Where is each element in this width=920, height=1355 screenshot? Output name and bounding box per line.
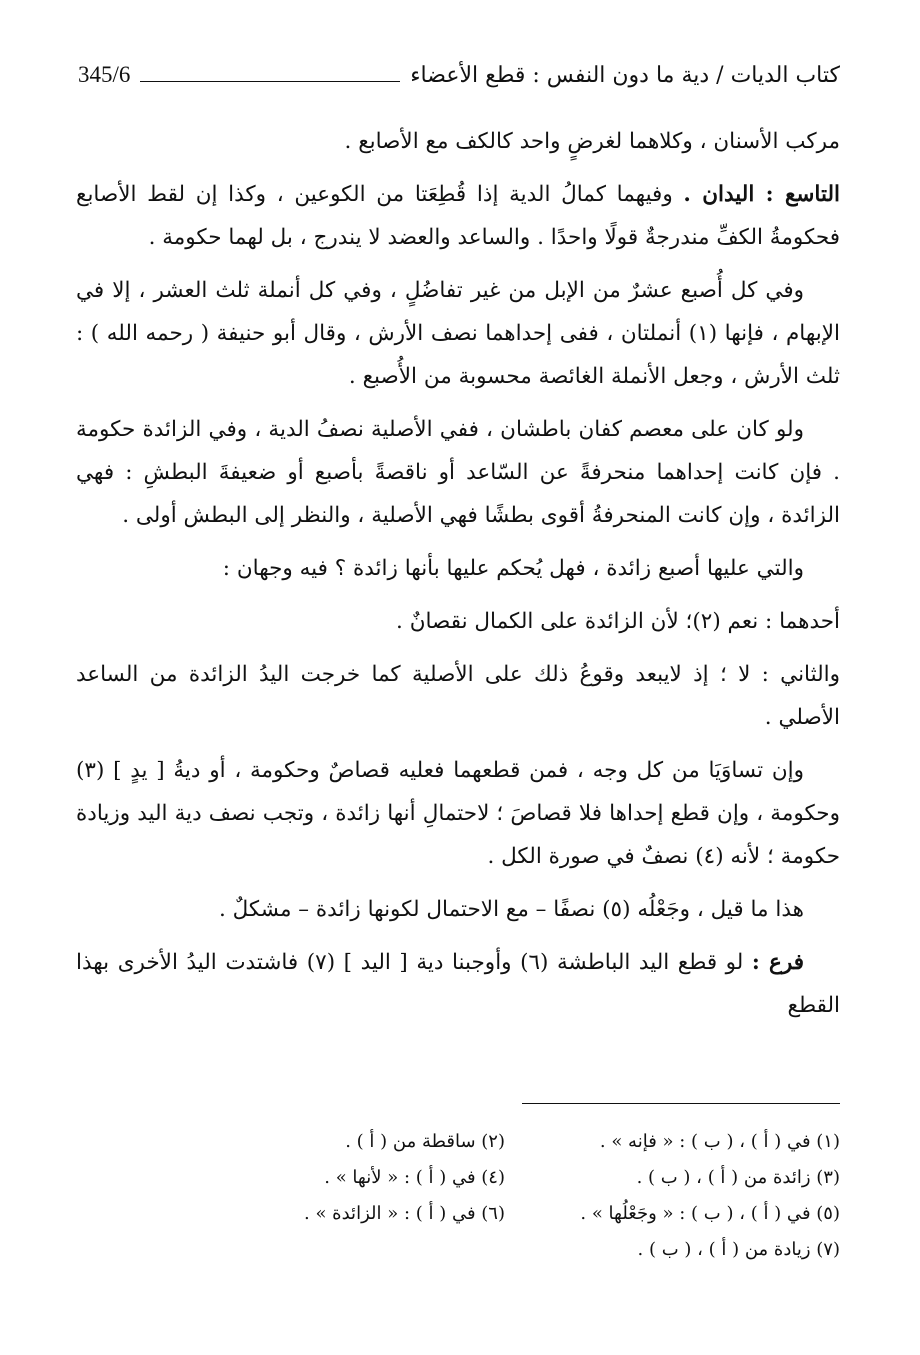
paragraph-text: وفي كل أُصبع عشرٌ من الإبل من غير تفاضُلٍ ، وفي كل أنملة ثلث العشر ، إلا في الإبهام ، فإنها (١) أنملتان ، ففى إحداهما نصف الأرش ، وقال أبو حنيفة ( رحمه الله ) : ثلث الأرش ، وجعل الأنملة الغائصة محسوبة من الأُصبع . — [76, 278, 840, 389]
footnote: (٢) ساقطة من ( أ ) . — [345, 1131, 505, 1152]
footnote: (٦) في ( أ ) : « الزائدة » . — [304, 1203, 505, 1224]
footnote: (٤) في ( أ ) : « لأنها » . — [324, 1167, 505, 1188]
paragraph — [76, 120, 840, 163]
paragraph — [76, 941, 840, 1027]
paragraph-text: وفيهما كمالُ الدية إذا قُطِعَتا من الكوعين ، وكذا إن لقط الأصابع فحكومةُ الكفِّ مندرجةٌ قولًا واحدًا . والساعد والعضد لا يندرج ، بل لهما حكومة . — [76, 182, 840, 250]
footnote: (١) في ( أ ) ، ( ب ) : « فإنه » . — [599, 1131, 840, 1152]
paragraph — [76, 547, 840, 590]
footnote: (٣) زائدة من ( أ ) ، ( ب ) . — [636, 1167, 840, 1188]
paragraph-text: ولو كان على معصم كفان باطشان ، ففي الأصلية نصفُ الدية ، وفي الزائدة حكومة . فإن كانت إحداهما منحرفةً عن السّاعد أو ناقصةً بأصبع أو ضعيفةَ البطشِ : فهي الزائدة ، وإن كانت المنحرفةُ أقوى بطشًا فهي الأصلية ، والنظر إلى البطش أولى . — [76, 417, 840, 528]
paragraph-text: مركب الأسنان ، وكلاهما لغرضٍ واحد كالكف مع الأصابع . — [344, 129, 840, 154]
paragraph-text: وإن تساوَيَا من كل وجه ، فمن قطعهما فعليه قصاصٌ وحكومة ، أو ديةُ [ يدٍ ] (٣) وحكومة ، وإن قطع إحداها فلا قصاصَ ؛ لاحتمالِ أنها زائدة ، وتجب نصف دية اليد وزيادة حكومة ؛ لأنه (٤) نصفٌ في صورة الكل . — [76, 758, 840, 869]
footnote-rule — [522, 1103, 840, 1104]
footnote: (٧) زيادة من ( أ ) ، ( ب ) . — [637, 1239, 840, 1260]
footnote: (٥) في ( أ ) ، ( ب ) : « وجَعْلُها » . — [580, 1203, 840, 1224]
page-header — [78, 58, 840, 92]
section-heading: فرع : — [751, 950, 804, 975]
paragraph — [76, 269, 840, 398]
running-title: كتاب الديات / دية ما دون النفس : قطع الأعضاء — [410, 62, 840, 88]
paragraph-text: لو قطع اليد الباطشة (٦) وأوجبنا دية [ اليد ] (٧) فاشتدت اليدُ الأخرى بهذا القطع — [76, 950, 840, 1018]
paragraph — [76, 408, 840, 537]
footnotes — [190, 1124, 840, 1268]
paragraph-text: هذا ما قيل ، وجَعْلُه (٥) نصفًا – مع الاحتمال لكونها زائدة – مشكلٌ . — [218, 897, 804, 922]
main-text — [76, 120, 840, 1037]
paragraph — [76, 888, 840, 931]
paragraph — [76, 173, 840, 259]
paragraph — [76, 749, 840, 878]
paragraph — [76, 600, 840, 643]
paragraph-text: أحدهما : نعم (٢)؛ لأن الزائدة على الكمال نقصانٌ . — [396, 609, 840, 634]
paragraph — [76, 653, 840, 739]
paragraph-text: والثاني : لا ؛ إذ لايبعد وقوعُ ذلك على الأصلية كما خرجت اليدُ الزائدة من الساعد الأصلي . — [76, 662, 840, 730]
paragraph-text: والتي عليها أصبع زائدة ، فهل يُحكم عليها بأنها زائدة ؟ فيه وجهان : — [222, 556, 804, 581]
page-number: 345/6 — [78, 62, 131, 87]
header-rule — [140, 81, 400, 82]
section-heading: التاسع : اليدان . — [683, 182, 840, 207]
